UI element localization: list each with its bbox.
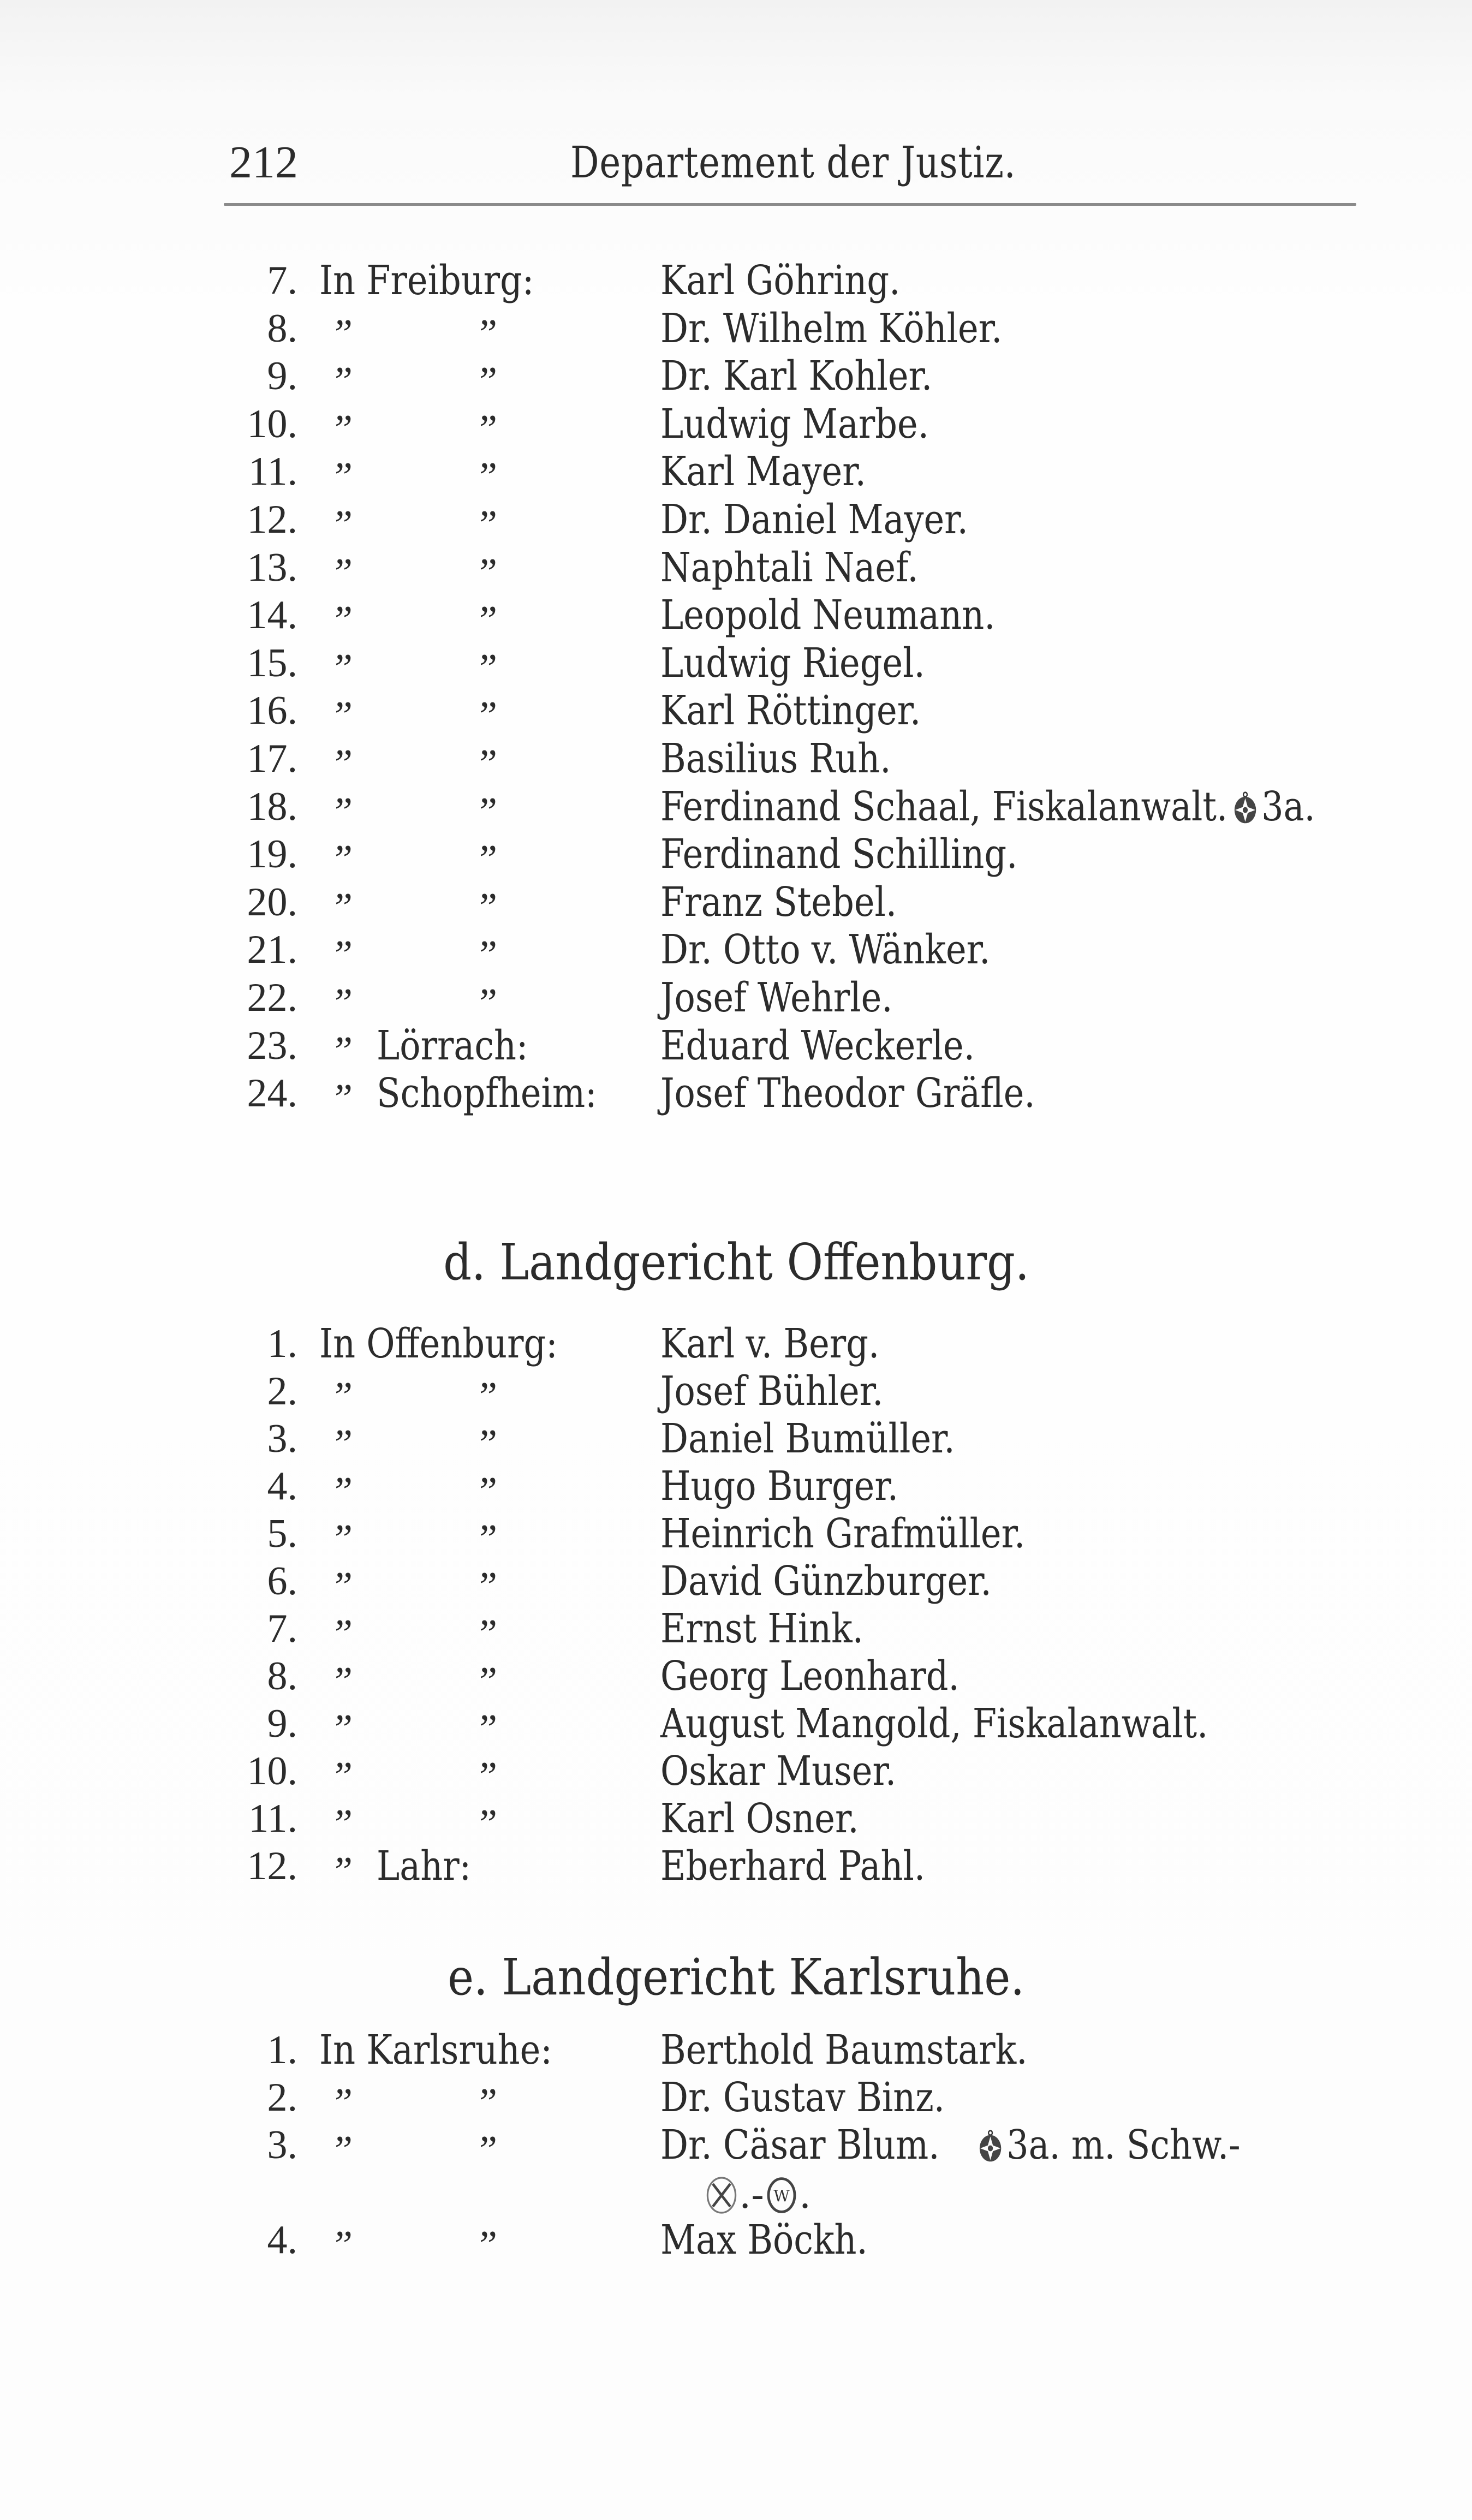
entry-name-text: Dr. Otto v. Wänker. [660,926,991,974]
entry-name-text: Karl v. Berg. [660,1320,880,1367]
entry-name [660,1747,896,1795]
list-item [0,1795,1255,1846]
page-number: 212 [229,137,298,188]
entry-name-text: Eduard Weckerle. [660,1022,975,1069]
list-item [0,1069,1255,1122]
ditto-mark: ” [475,1517,498,1562]
entry-number: 1. [267,2028,297,2072]
decoration-end: . [798,2172,812,2217]
list-item [0,1842,1255,1894]
entry-name [660,783,1315,831]
entry-name-text: Naphtali Naef. [660,544,919,591]
entry-name [660,2216,868,2264]
entry-name [660,1415,955,1463]
list-item [0,2074,1255,2125]
entry-number: 10. [247,1749,297,1794]
list-item [0,448,1255,500]
ditto-mark: ” [475,694,498,739]
entry-name-text: Dr. Cäsar Blum. [660,2122,940,2168]
section-heading-text: e. Landgericht Karlsruhe. [448,1948,1024,2006]
entry-name [660,496,968,544]
entry-name [660,305,1002,353]
entry-number: 5. [267,1511,297,1556]
list-item [0,1605,1255,1657]
ditto-mark: ” [475,598,498,644]
entry-number: 12. [247,1844,297,1888]
entry-number: 21. [247,927,297,973]
list-item [0,1022,1255,1074]
entry-name [660,352,932,400]
entry-name-text: Berthold Baumstark. [660,2027,1028,2074]
entry-name-text: Oskar Muser. [660,1748,897,1795]
entry-name [660,1605,863,1653]
entry-name [660,878,897,926]
decoration-separator: .- [739,2172,764,2217]
list-item [0,878,1255,930]
list-item [0,1557,1255,1609]
entry-name-text: Karl Göhring. [660,257,901,304]
list-item [0,1367,1255,1419]
ditto-mark: ” [475,1802,498,1846]
entry-number: 3. [267,1416,297,1461]
entry-number: 19. [247,832,297,877]
list-item [0,1320,1255,1368]
list-item [0,2121,1255,2173]
ditto-mark: ” [330,1754,353,1799]
list-item [0,544,1255,595]
entry-name-text: Hugo Burger. [660,1463,899,1510]
entry-name [660,2074,945,2122]
ditto-mark: ” [330,933,353,978]
entry-place: In Offenburg: [319,1320,558,1367]
entry-name [660,2121,1241,2169]
entry-number: 20. [247,879,297,925]
running-title: Departement der Justiz. [570,137,1016,188]
list-item [0,926,1255,978]
ditto-mark: ” [330,646,353,691]
entry-number: 2. [267,2075,297,2120]
entry-name-text: Josef Theodor Gräfle. [660,1070,1035,1117]
running-head [229,135,1354,190]
entry-number: 9. [267,1701,297,1746]
entry-number: 16. [247,688,297,734]
section-heading-offenburg [0,1232,1472,1292]
ditto-mark: ” [475,933,498,978]
list-item [0,974,1255,1026]
ditto-mark: ” [330,550,353,595]
entry-number: 13. [247,545,297,590]
header-rule [224,203,1356,206]
entry-name-text: Ludwig Marbe. [660,400,929,448]
svg-text:W: W [773,2187,790,2206]
ditto-mark: ” [475,789,498,835]
entry-name-text: August Mangold, Fiskalanwalt. [660,1700,1208,1747]
entry-number: 6. [267,1559,297,1604]
ditto-mark: ” [330,789,353,835]
ditto-mark: ” [330,1517,353,1562]
ditto-mark: ” [475,2128,498,2173]
list-item [0,830,1255,883]
order-cross-icon [978,2129,1004,2163]
list-item [0,735,1255,787]
ditto-mark: ” [475,1754,498,1799]
entry-name-text: Karl Mayer. [660,448,866,496]
list-item [0,1462,1255,1514]
entry-place: In Karlsruhe: [319,2027,552,2074]
entry-name [660,257,900,305]
ditto-mark: ” [330,598,353,644]
entry-name-text: Ludwig Riegel. [660,639,925,687]
ditto-mark: ” [475,646,498,691]
entry-name-text: Eberhard Pahl. [660,1843,926,1890]
list-item [0,1652,1255,1704]
entry-name-text: Karl Röttinger. [660,687,921,735]
ditto-mark: ” [475,1612,498,1657]
ditto-mark: ” [475,311,498,356]
entry-name-text: Leopold Neumann. [660,592,996,639]
entry-name-text: Ferdinand Schaal, Fiskalanwalt. [660,783,1228,830]
entry-number: 17. [247,736,297,781]
entry-name [660,687,921,735]
ditto-mark: ” [475,1374,498,1419]
entry-number: 4. [267,2218,297,2262]
entry-number: 3. [267,2123,297,2167]
entry-name [660,830,1017,878]
ditto-mark: ” [475,1564,498,1609]
list-item [0,257,1255,305]
entry-number: 9. [267,354,297,399]
ditto-mark: ” [475,1469,498,1514]
decoration-text: 3a. m. Schw.- [1006,2122,1241,2168]
list-item [0,2026,1255,2074]
ditto-mark: ” [330,1374,353,1419]
ditto-mark: ” [330,503,353,547]
entry-name [660,926,990,974]
list-item [0,783,1315,835]
entry-number: 7. [267,258,297,303]
entry-name-text: Dr. Wilhelm Köhler. [660,305,1003,352]
entry-number: 7. [267,1606,297,1651]
entry-number: 8. [267,1654,297,1699]
entry-name [660,448,866,496]
entry-name-text: Basilius Ruh. [660,735,891,782]
ditto-mark: ” [475,503,498,547]
ditto-mark: ” [330,1028,353,1074]
entry-name-text: Ferdinand Schilling. [660,831,1018,878]
entry-name-text: Max Böckh. [660,2217,868,2263]
ditto-mark: ” [330,359,353,404]
ditto-mark: ” [330,407,353,452]
entry-place: Lörrach: [377,1022,528,1069]
entry-number: 10. [247,401,297,446]
list-item [0,639,1255,691]
entry-number: 24. [247,1071,297,1116]
ditto-mark: ” [475,981,498,1026]
list-item [0,687,1255,739]
ditto-mark: ” [475,885,498,930]
entry-number: 23. [247,1023,297,1068]
ditto-mark: ” [330,2223,353,2268]
entry-number: 1. [267,1321,297,1366]
entry-name [660,400,929,448]
ditto-mark: ” [475,1422,498,1467]
entry-number: 8. [267,306,297,351]
monogram-medal-icon [764,2175,799,2215]
list-item [0,400,1255,452]
entry-name [660,1842,925,1890]
entry-name [660,1700,1208,1748]
entry-name [660,1652,960,1700]
entry-name-text: Dr. Daniel Mayer. [660,496,968,543]
ditto-mark: ” [330,837,353,883]
ditto-mark: ” [330,1802,353,1846]
decoration-continuation [704,2171,811,2219]
ditto-mark: ” [330,981,353,1026]
entry-number: 4. [267,1464,297,1509]
entry-name [660,1795,859,1843]
entry-name-text: Karl Osner. [660,1795,859,1842]
entry-name-text: Dr. Karl Kohler. [660,353,933,400]
entry-name [660,1557,992,1605]
ditto-mark: ” [475,407,498,452]
ditto-mark: ” [475,1659,498,1704]
ditto-mark: ” [330,311,353,356]
ditto-mark: ” [330,1422,353,1467]
entry-number: 18. [247,784,297,829]
entry-name [660,974,892,1022]
section-heading-karlsruhe [0,1947,1472,2007]
ditto-mark: ” [475,550,498,595]
entry-name [660,1367,883,1415]
section-heading-text: d. Landgericht Offenburg. [443,1233,1029,1291]
ditto-mark: ” [475,1707,498,1752]
entry-name-text: Heinrich Grafmüller. [660,1510,1026,1557]
entry-name [660,1462,898,1510]
crossed-swords-icon [704,2175,739,2215]
ditto-mark: ” [330,455,353,500]
ditto-mark: ” [475,2223,498,2268]
decoration-text: 3a. [1261,783,1315,830]
ditto-mark: ” [475,742,498,787]
ditto-mark: ” [330,1469,353,1514]
list-item [0,496,1255,547]
entry-number: 11. [248,1796,297,1841]
entry-name [660,735,891,783]
entry-name-text: Georg Leonhard. [660,1653,960,1700]
entry-number: 2. [267,1369,297,1414]
entry-name [660,1510,1025,1558]
ditto-mark: ” [330,1564,353,1609]
entry-name [660,639,925,687]
entry-name [660,591,995,639]
entry-number: 12. [247,497,297,542]
list-item [0,1510,1255,1562]
entry-name-text: Daniel Bumüller. [660,1415,955,1462]
entry-number: 14. [247,593,297,638]
ditto-mark: ” [330,1707,353,1752]
list-item [0,1747,1255,1799]
entry-name-text: Josef Wehrle. [660,974,893,1021]
entry-name-text: Josef Bühler. [660,1368,884,1415]
ditto-mark: ” [330,1659,353,1704]
entry-name-text: Ernst Hink. [660,1605,863,1652]
entry-name [660,1320,879,1368]
ditto-mark: ” [475,455,498,500]
list-item [0,591,1255,644]
entry-number: 15. [247,640,297,686]
ditto-mark: ” [330,2081,353,2125]
ditto-mark: ” [330,1612,353,1657]
entry-number: 22. [247,975,297,1020]
list-item [0,352,1255,404]
ditto-mark: ” [330,2128,353,2173]
entry-name [660,1069,1035,1117]
entry-place: Lahr: [377,1843,472,1890]
ditto-mark: ” [330,1849,353,1894]
entry-name-text: Franz Stebel. [660,878,897,926]
ditto-mark: ” [475,359,498,404]
entry-place: In Freiburg: [319,257,534,304]
entry-place: Schopfheim: [377,1070,597,1117]
entry-number: 11. [248,449,297,495]
ditto-mark: ” [475,837,498,883]
ditto-mark: ” [330,1076,353,1122]
entry-name [660,2026,1027,2074]
ditto-mark: ” [330,742,353,787]
ditto-mark: ” [475,2081,498,2125]
list-item [0,2216,1255,2268]
ditto-mark: ” [330,885,353,930]
ditto-mark: ” [330,694,353,739]
order-cross-icon [1232,791,1259,825]
entry-name-text: Dr. Gustav Binz. [660,2074,945,2121]
entry-name [660,1022,975,1070]
list-item [0,1700,1255,1752]
list-item [0,305,1255,356]
entry-name-text: David Günzburger. [660,1558,992,1605]
entry-name [660,544,919,592]
list-item [0,1415,1255,1467]
